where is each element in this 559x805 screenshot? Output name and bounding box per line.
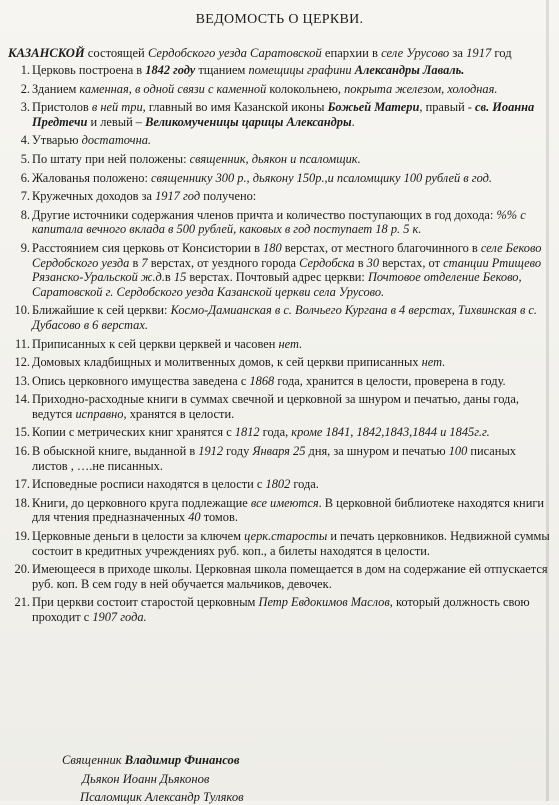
item-text: . В церковной библиотеке находятся книги для чтения предназначенных [32,495,545,525]
item-text: писаных листов , ….не писанных. [32,444,516,473]
item-text: Расстоянием сия церковь от Консистории в [32,240,264,255]
list-item [8,355,551,370]
item-text: года, [259,425,292,440]
item-text: церк.старосты [244,529,328,544]
list-item [8,496,551,525]
list-item [8,374,551,389]
signature-deacon: Дьякон Иоанн Дьяконов [82,772,210,786]
item-number: 9. [20,240,30,255]
item-text: 1907 года. [92,610,147,624]
item-text: , который должность свою проходит с [32,595,530,624]
item-text: Зданием [32,81,80,96]
item-text: станции Ртищево Рязанско-Уральской ж.д. [32,255,542,285]
item-text: 100 [448,444,468,459]
item-text: , правый - [419,100,476,115]
item-text: . [351,114,355,129]
church-name: КАЗАНСКОЙ [8,46,85,60]
item-text: года. [290,477,319,492]
intro-text-1: состоящей [84,46,148,60]
item-text: Опись церковного имущества заведена с [32,373,250,388]
item-number: 18. [14,495,30,510]
item-text: Жалованья положено: [32,170,152,185]
item-text: Книги, до церковного круга подлежащие [32,495,251,510]
item-text: верстах, от [379,255,444,270]
list-item [8,562,551,591]
list-item [8,100,551,129]
item-number: 14. [14,392,30,407]
item-text: Имеющееся в приходе школы. Церковная школа помещается в дом на содержание ей отпускается руб. коп. В сем году в ней обучается мальчиков, девочек. [32,562,548,591]
signature-psalmist: Псаломщик Александр Туляков [80,790,244,804]
item-text: Церковные деньги в целости за ключем [32,529,245,544]
intro-county: Сердобского уезда Саратовской [147,46,322,60]
item-text: Утварью [32,133,82,148]
item-text: %% с капитала вечного вклада в 500 рублей, каковых в год поступает 18 р. 5 к. [32,207,526,237]
item-text: получено: [200,189,257,204]
list-item [8,241,551,299]
item-text: 1868 [249,373,275,388]
list-item [8,392,551,421]
item-text: 40 [188,510,201,525]
item-text: Церковь построена в [32,63,146,77]
item-text: тщанием [195,63,249,77]
item-text: колокольнею, [266,81,345,96]
item-number: 16. [14,444,30,459]
list-item [8,82,551,97]
item-number: 12. [14,355,30,370]
list-item [8,133,551,148]
list-item [8,477,551,492]
item-number: 3. [20,100,30,115]
intro-text-2: епархии в [321,46,382,60]
intro-paragraph [8,46,551,61]
item-number: 7. [20,189,30,204]
intro-text-3: за [449,46,467,60]
item-text: Петр Евдокимов Маслов [258,595,390,610]
item-text: достаточна. [81,133,152,148]
item-text: Другие источники содержания членов причта и количество поступающих в год дохода: [32,207,497,222]
item-number: 21. [14,595,30,610]
list-item [8,303,551,332]
item-text: 1802 [265,477,291,492]
item-number: 4. [20,133,30,148]
intro-village: селе Урусово [381,46,450,60]
item-text: покрыта железом, холодная. [344,81,498,96]
item-text: Ближайшие к сей церкви: [32,303,171,318]
item-text: помещицы графини [248,63,355,77]
item-text: , хранятся в целости. [123,406,235,421]
item-number: 20. [14,562,30,577]
item-text: , главный во имя Казанской иконы [142,100,328,115]
item-number: 1. [20,63,30,77]
item-text: 1812 [234,425,260,440]
item-text: 180 [263,240,282,255]
item-text: По штату при ней положены: [32,151,190,166]
statement-list [8,63,551,625]
item-text: нет. [278,336,303,351]
item-text: В обыскной книге, выданной в [32,444,199,459]
list-item [8,152,551,167]
item-text: дня, за шнуром и печатью [305,444,449,459]
item-text: 1917 год [155,189,201,204]
item-text: все имеются [250,495,319,510]
item-text: Великомученицы царицы Александры [145,114,352,129]
list-item [8,444,551,473]
item-text: Космо-Дамианская в с. Волчьего Кургана в 4 верстах, Тихвинская в с. Дубасово в 6 верстах. [32,303,538,332]
item-text: Приписанных к сей церкви церквей и часовен [32,336,279,351]
item-text: При церкви состоит старостой церковным [32,595,259,610]
item-number: 6. [20,170,30,185]
list-item [8,171,551,186]
item-number: 11. [14,336,30,351]
item-text: Сердобска [299,255,355,270]
list-item [8,529,551,558]
item-text: 1912 [198,444,224,459]
item-text: Копии с метрических книг хранятся с [32,425,235,440]
item-text: селе Беково Сердобского уезда [32,240,542,270]
document-title: ВЕДОМОСТЬ О ЦЕРКВИ. [195,12,364,27]
item-number: 10. [14,303,30,318]
item-number: 19. [14,529,30,544]
item-text: и левый – [87,114,146,129]
item-text: Кружечных доходов за [32,189,156,204]
item-text: верстах. Почтовый адрес церкви: [186,270,368,285]
item-text: Почтовое отделение Беково, Саратовской г. Сердобского уезда Казанской церкви села Урусово. [32,270,522,299]
item-text: 15 [173,270,187,285]
item-text: исправно [75,406,124,421]
item-text: каменная, в одной связи с каменной [79,81,267,96]
item-text: 30 [366,255,380,270]
item-text: и печать церковников. Недвижной суммы состоит в кредитных учреждениях руб. коп., а билеты находятся в целости. [32,529,550,558]
item-text: Божьей Матери [327,100,420,115]
item-text: нет. [421,355,446,370]
intro-year: 1917 [466,46,492,60]
item-text: в [129,255,142,270]
item-text: кроме 1841, 1842,1843,1844 и 1845г.г. [291,425,490,440]
item-number: 13. [14,373,30,388]
item-number: 2. [20,81,30,96]
item-text: св. Иоанна Предтечи [32,100,535,129]
item-text: 7 [141,255,148,270]
item-text: в [354,255,367,270]
item-text: в ней три [91,100,143,115]
item-number: 17. [14,477,30,492]
item-text: верстах, от уездного города [147,255,300,270]
item-text: году [223,444,253,459]
list-item [8,595,551,624]
list-item [8,337,551,352]
list-item [8,208,551,237]
item-text: в [164,270,174,285]
item-text: священнику 300 р., дьякону 150р.,и псаломщику 100 рублей в год. [151,170,492,185]
item-text: года, хранится в целости, проверена в году. [274,373,506,388]
item-text: 1842 году [145,63,196,77]
list-item [8,189,551,204]
item-number: 15. [14,425,30,440]
item-number: 8. [20,207,30,222]
list-item [8,63,551,78]
item-text: верстах, от местного благочинного в [281,240,481,255]
item-text: Пристолов [32,100,92,115]
item-text: Приходно-расходные книги в суммах свечной и церковной за шнуром и печатью, даны года, ведутся [32,392,519,421]
item-number: 5. [20,151,30,166]
priest-name: Владимир Финансов [124,753,240,767]
list-item [8,425,551,440]
item-text: Января 25 [252,444,306,459]
item-text: священник, дьякон и псаломщик. [189,151,361,166]
item-text: Исповедные росписи находятся в целости с [32,477,266,492]
signature-priest [62,752,239,768]
item-text: томов. [200,510,238,525]
intro-text-4: год [491,46,512,60]
item-text: Александры Лаваль. [354,63,465,77]
priest-role: Священник [62,753,125,767]
item-text: Домовых кладбищных и молитвенных домов, к сей церкви приписанных [32,355,422,370]
